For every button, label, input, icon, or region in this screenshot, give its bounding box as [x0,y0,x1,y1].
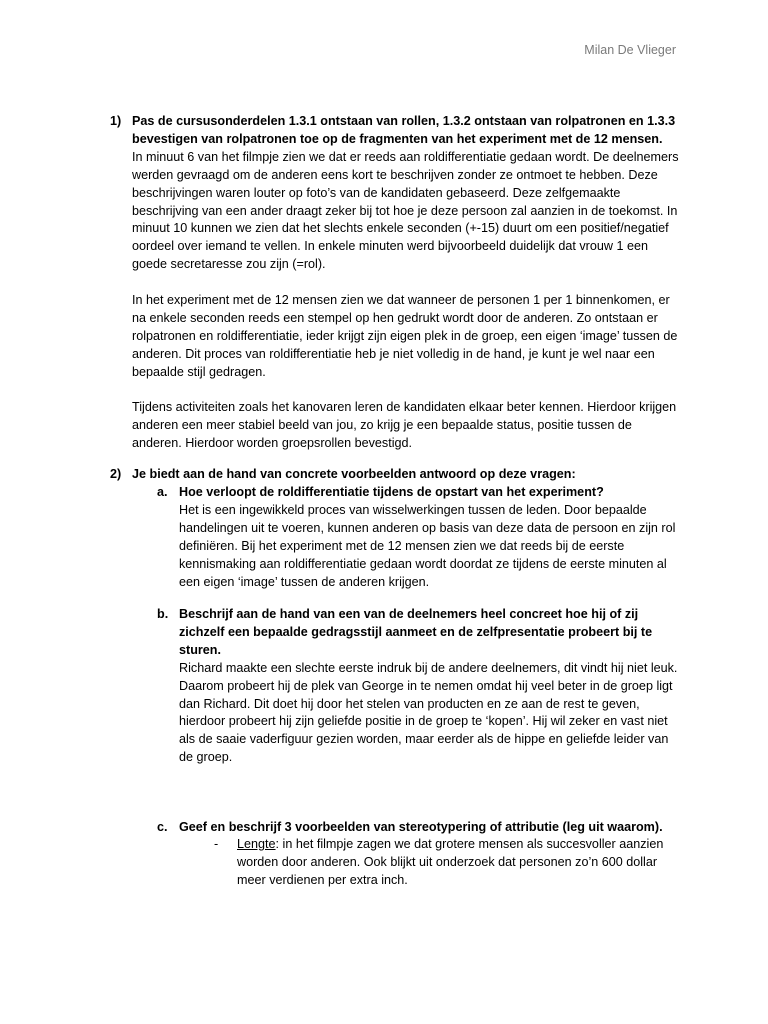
question-2b-title: Beschrijf aan de hand van een van de deelnemers heel concreet hoe hij of zij zichzelf een bepaalde gedragsstijl aanmeet en de zelfpresentatie probeert bij te sturen. [179,607,653,657]
question-1-number: 1) [110,114,122,128]
question-2-number: 2) [110,467,122,481]
question-2-title: Je biedt aan de hand van concrete voorbeelden antwoord op deze vragen: [132,467,576,481]
question-1-paragraph-3: Tijdens activiteiten zoals het kanovaren leren de kandidaten elkaar beter kennen. Hierdoor krijgen anderen een meer stabiel beeld van jou, zo krijg je een bepaalde status, positie tussen de anderen. Hierdoor worden groepsrollen bevestigd. [132,400,677,451]
question-1 [132,113,682,453]
question-1-paragraph-1: In minuut 6 van het filmpje zien we dat er reeds aan roldifferentiatie gedaan wordt. De deelnemers werden gevraagd om de anderen eens kort te beschrijven zonder ze ontmoet te hebben. Deze beschrijvingen waren louter op foto’s van de kandidaten gebaseerd. Deze zelfgemaakte beschrijving van een ander draagt zeker bij tot hoe je deze persoon zal aanzien in de toekomst. In minuut 10 kunnen we zien dat het slechts enkele seconden (+-15) duurt om een positief/negatief oordeel over iemand te vellen. In enkele minuten werd bijvoorbeeld duidelijk dat vrouw 1 een goede secretaresse zou zijn (=rol). [132,149,679,272]
question-2a [179,484,681,591]
question-2a-title: Hoe verloopt de roldifferentiatie tijdens de opstart van het experiment? [179,485,604,499]
list-item-lengte [237,836,682,890]
question-2b-answer: Richard maakte een slechte eerste indruk bij de andere deelnemers, dit vindt hij niet leuk. Daarom probeert hij de plek van George in te nemen omdat hij veel beter in de groep ligt dan Richard. Dit doet hij door het stelen van producten en ze aan de rest te geven, hierdoor probeert hij zijn geliefde positie in de groep te ‘kopen’. Hij wil zeker en vast niet als de saaie vaderfiguur gezien worden, maar eerder als de hippe en geliefde leider van de groep. [179,660,678,765]
question-2b [179,606,681,767]
list-item-term: Lengte [237,837,276,851]
question-2b-marker: b. [157,607,169,621]
question-1-paragraph-2: In het experiment met de 12 mensen zien we dat wanneer de personen 1 per 1 binnenkomen, er na enkele seconden reeds een stempel op hen gedrukt wordt door de anderen. Zo ontstaan er rolpatronen en roldifferentiatie, ieder krijgt zijn eigen plek in de groep, een eigen ‘image’ tussen de anderen. Dit proces van roldifferentiatie heb je niet volledig in de hand, je kunt je wel naar een bepaalde stijl gedragen. [132,293,678,379]
list-item-text: : in het filmpje zagen we dat grotere mensen als succesvoller aanzien worden door anderen. Ook blijkt uit onderzoek dat personen zo’n 600 dollar meer verdienen per extra inch. [237,837,664,887]
question-1-title: Pas de cursusonderdelen 1.3.1 ontstaan van rollen, 1.3.2 ontstaan van rolpatronen en 1.3.3 bevestigen van rolpatronen toe op de fragmenten van het experiment met de 12 mensen. [132,114,676,146]
question-2a-answer: Het is een ingewikkeld proces van wisselwerkingen tussen de leden. Door bepaalde handelingen uit te voeren, kunnen anderen op basis van deze data de persoon en zijn rol definiëren. Bij het experiment met de 12 mensen zien we dat reeds bij de eerste kennismaking aan roldifferentiatie gedaan wordt doordat ze tijdens de eerste minuten al een eigen ‘image’ tussen de anderen krijgen. [179,502,676,589]
list-bullet: - [214,837,219,851]
question-2c-title: Geef en beschrijf 3 voorbeelden van stereotypering of attributie (leg uit waarom). [179,820,663,834]
question-2a-marker: a. [157,485,168,499]
header-author: Milan De Vlieger [584,43,676,57]
question-2c-marker: c. [157,820,168,834]
